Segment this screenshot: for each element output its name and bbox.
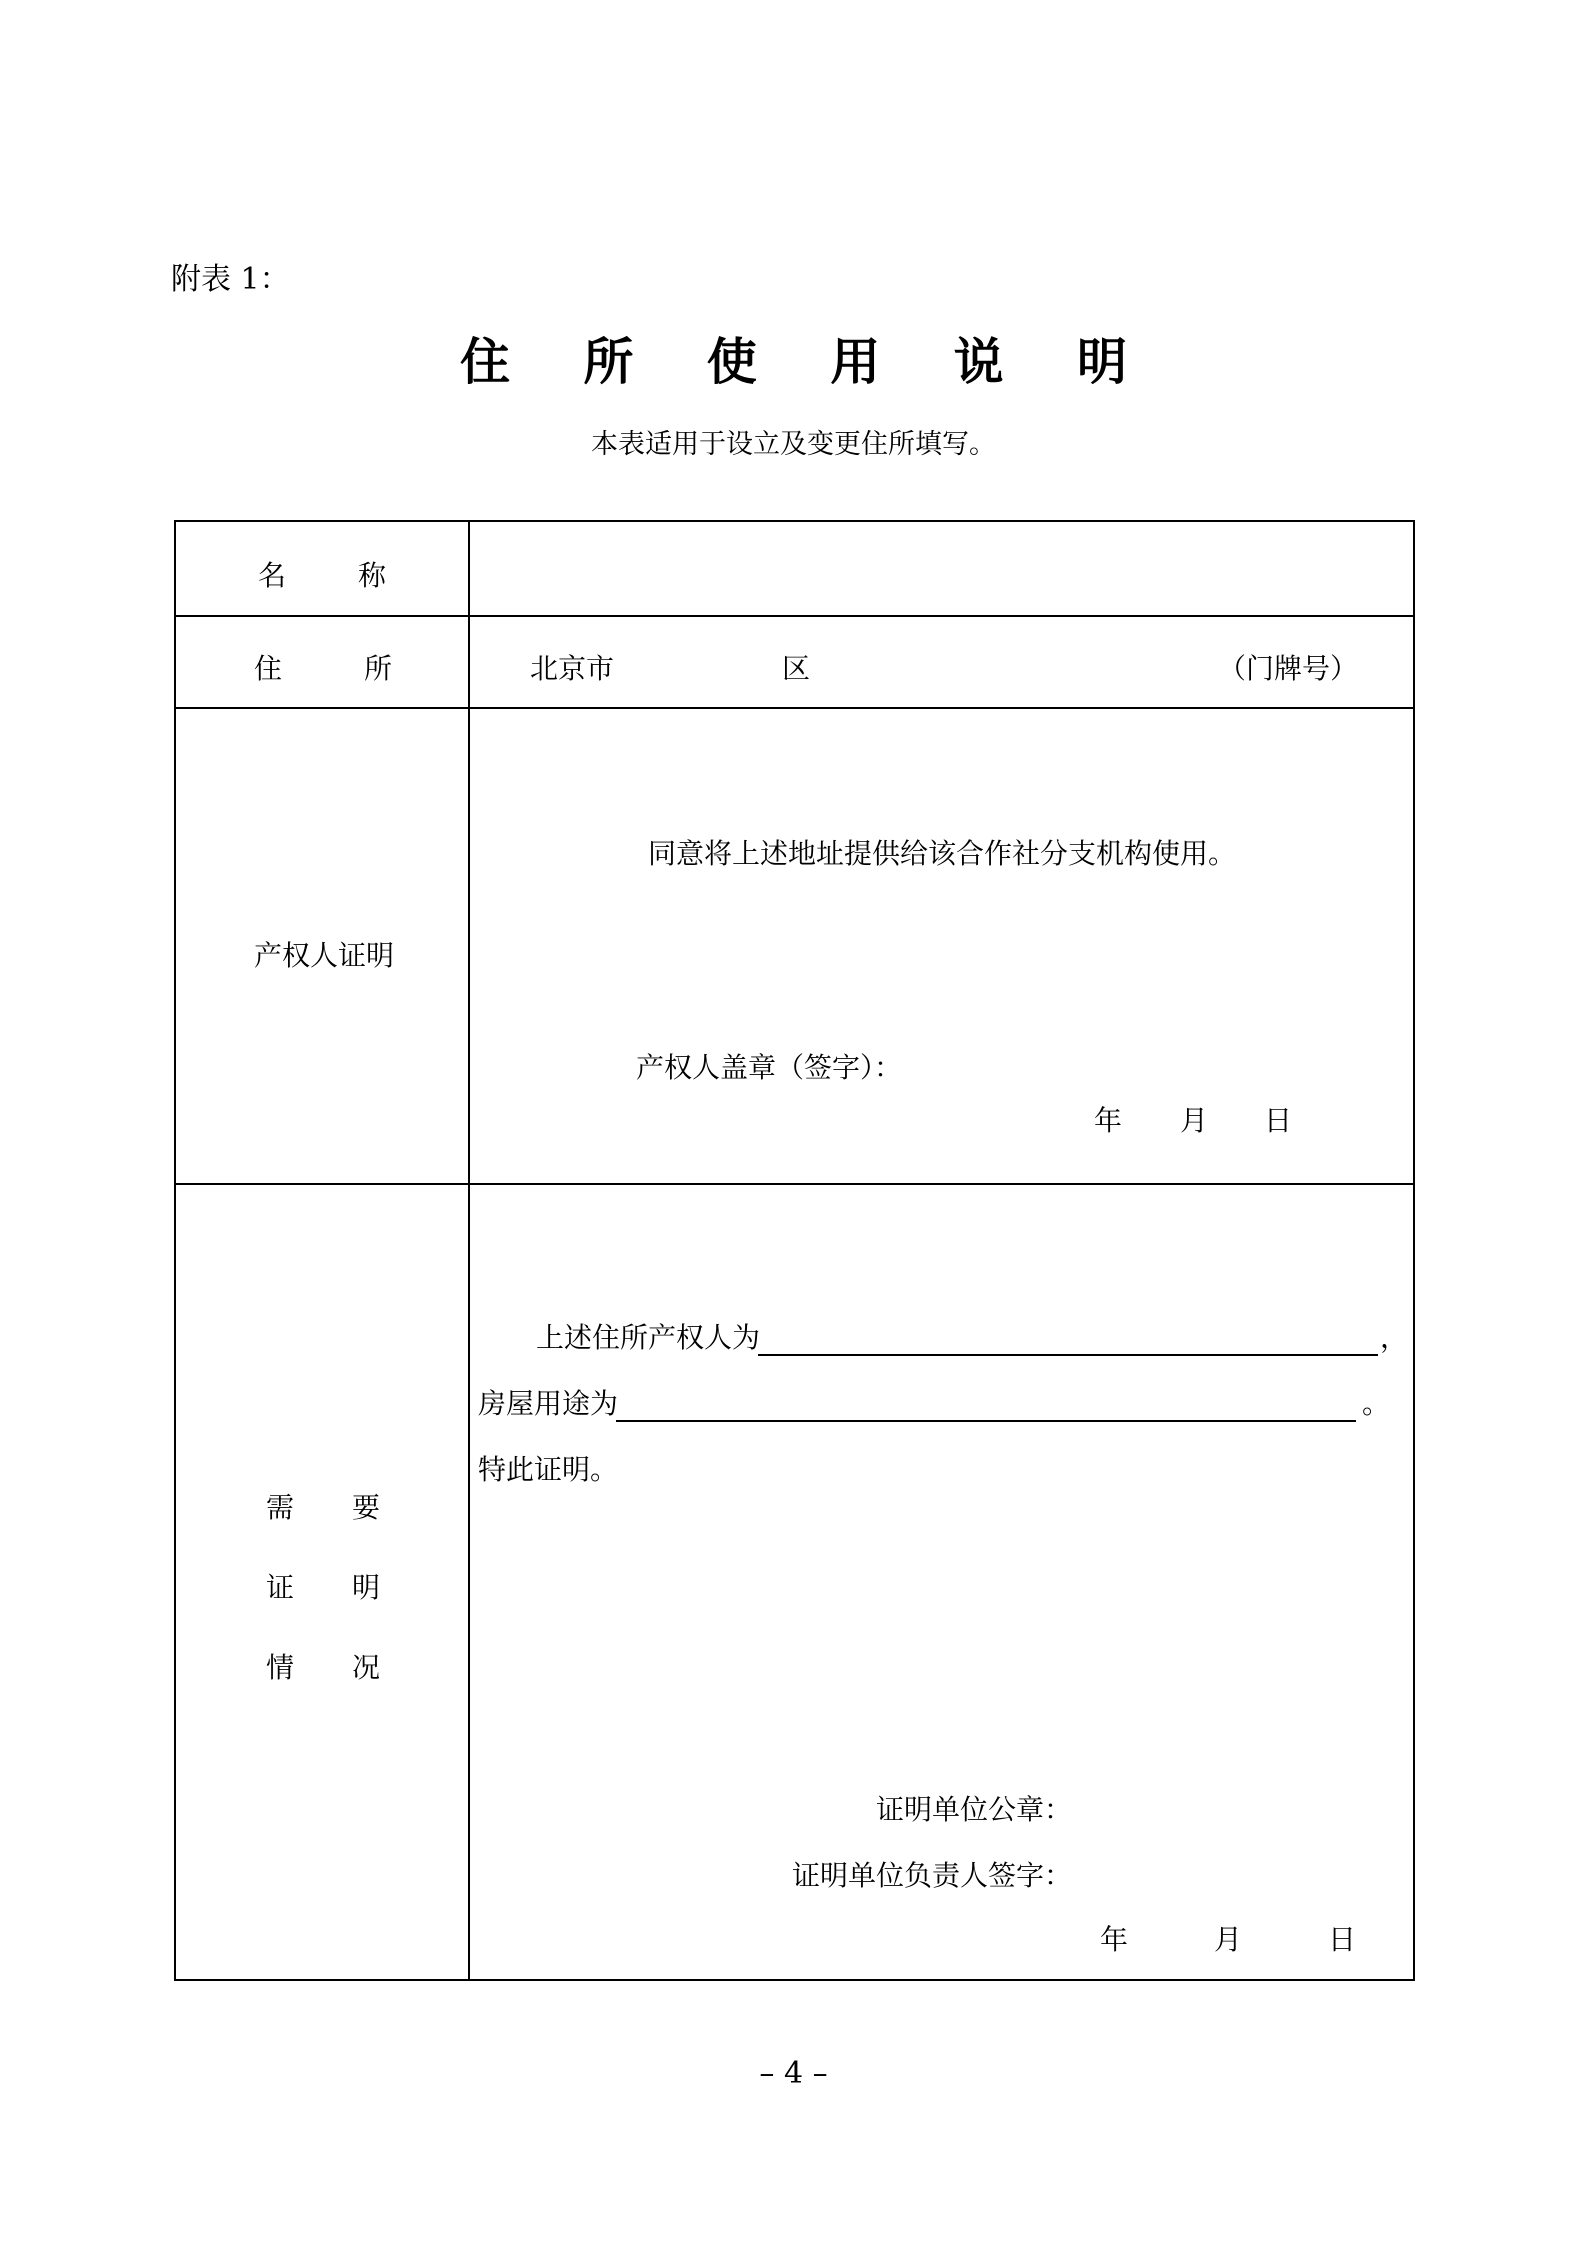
- unit-date-year: 年: [1100, 1923, 1129, 1956]
- owner-proof-label: 产权人证明: [254, 939, 395, 972]
- page-number: – 4 –: [759, 2056, 828, 2091]
- owner-name-blank[interactable]: [758, 1354, 1378, 1356]
- unit-head-signature-label: 证明单位负责人签字：: [792, 1859, 1073, 1892]
- row-divider: [176, 1183, 1413, 1185]
- column-divider: [468, 522, 470, 1979]
- situation-label-3-right: 况: [352, 1651, 381, 1684]
- address-label-char-1: 住: [254, 652, 283, 685]
- document-title: 住 所 使 用 说 明: [459, 332, 1156, 391]
- owner-consent-text: 同意将上述地址提供给该合作社分支机构使用。: [648, 837, 1237, 870]
- annex-label: 附表 1：: [171, 262, 290, 297]
- owner-seal-label: 产权人盖章（签字）：: [636, 1051, 903, 1084]
- row-divider: [176, 615, 1413, 617]
- situation-label-2-left: 证: [266, 1571, 295, 1604]
- owner-date-day: 日: [1264, 1104, 1293, 1137]
- address-label-char-2: 所: [364, 652, 393, 685]
- unit-date-day: 日: [1328, 1923, 1357, 1956]
- owner-line-prefix: 上述住所产权人为: [536, 1321, 761, 1354]
- usage-line-prefix: 房屋用途为: [478, 1387, 619, 1420]
- name-label-char-1: 名: [258, 559, 287, 592]
- address-district: 区: [782, 652, 811, 685]
- unit-date-month: 月: [1214, 1923, 1243, 1956]
- name-label-char-2: 称: [358, 559, 387, 592]
- unit-seal-label: 证明单位公章：: [876, 1793, 1073, 1826]
- address-usage-form-table: [174, 520, 1415, 1981]
- situation-label-1-left: 需: [266, 1491, 295, 1524]
- document-subtitle: 本表适用于设立及变更住所填写。: [591, 429, 996, 460]
- owner-line-suffix: ，: [1380, 1321, 1409, 1354]
- situation-label-1-right: 要: [352, 1491, 381, 1524]
- certify-text: 特此证明。: [478, 1453, 619, 1486]
- owner-date-month: 月: [1180, 1104, 1209, 1137]
- address-city: 北京市: [530, 652, 615, 685]
- owner-date-year: 年: [1094, 1104, 1123, 1137]
- usage-blank[interactable]: [616, 1420, 1356, 1422]
- situation-label-3-left: 情: [266, 1651, 295, 1684]
- row-divider: [176, 707, 1413, 709]
- address-door-number: （门牌号）: [1218, 652, 1359, 685]
- usage-line-suffix: 。: [1362, 1387, 1391, 1420]
- situation-label-2-right: 明: [352, 1571, 381, 1604]
